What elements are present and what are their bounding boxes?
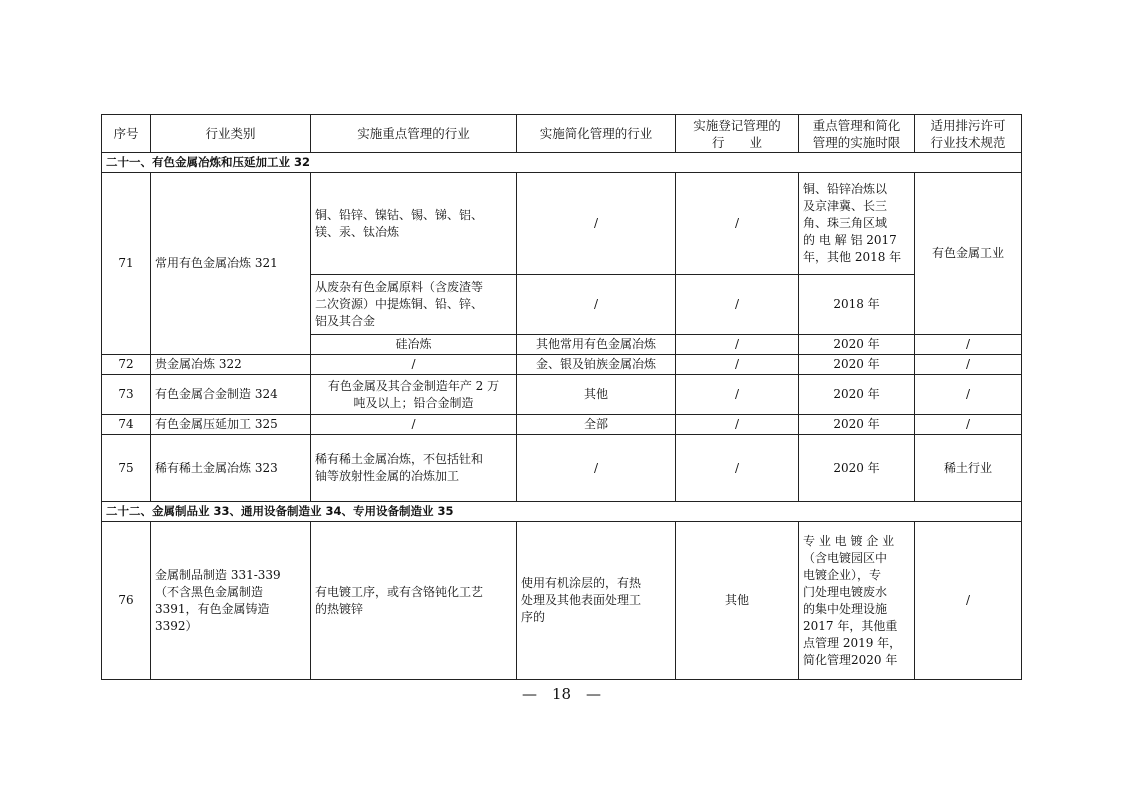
registration-management-cell: / [676,355,799,375]
header-category: 行业类别 [151,115,311,153]
key-management-cell: 从废杂有色金属原料（含废渣等 二次资源）中提炼铜、铅、锌、 铝及其合金 [311,275,517,335]
registration-management-cell: / [676,275,799,335]
industry-category: 贵金属冶炼 322 [151,355,311,375]
implementation-time-cell: 2020 年 [799,435,915,502]
registration-management-cell: / [676,335,799,355]
row-number: 76 [102,522,151,680]
key-management-cell: 铜、铅锌、镍钴、锡、锑、铝、 镁、汞、钛冶炼 [311,173,517,275]
table-row [102,435,1022,502]
simplified-management-cell: 其他常用有色金属冶炼 [517,335,676,355]
header-registration-management: 实施登记管理的 行 业 [676,115,799,153]
header-key-management: 实施重点管理的行业 [311,115,517,153]
key-management-cell: 稀有稀土金属冶炼，不包括钍和 铀等放射性金属的冶炼加工 [311,435,517,502]
registration-management-cell: 其他 [676,522,799,680]
technical-specification-cell: / [915,375,1022,415]
technical-specification-cell: 稀土行业 [915,435,1022,502]
implementation-time-cell: 2020 年 [799,335,915,355]
implementation-time-cell: 2018 年 [799,275,915,335]
row-number: 73 [102,375,151,415]
technical-specification-cell: / [915,355,1022,375]
registration-management-cell: / [676,375,799,415]
industry-category: 有色金属合金制造 324 [151,375,311,415]
row-number: 71 [102,173,151,355]
key-management-cell: / [311,415,517,435]
technical-specification-cell: / [915,415,1022,435]
registration-management-cell: / [676,435,799,502]
implementation-time-cell: 2020 年 [799,375,915,415]
implementation-time-cell: 铜、铅锌冶炼以 及京津冀、长三 角、珠三角区域 的 电 解 铝 2017 年，其他 2018 年 [799,173,915,275]
registration-management-cell: / [676,173,799,275]
implementation-time-cell: 2020 年 [799,415,915,435]
key-management-cell: 有色金属及其合金制造年产 2 万 吨及以上；铅合金制造 [311,375,517,415]
simplified-management-cell: 全部 [517,415,676,435]
section-row-21 [102,153,1022,173]
section-title: 二十一、有色金属冶炼和压延加工业 32 [102,153,1022,173]
table-row [102,375,1022,415]
row-number: 72 [102,355,151,375]
industry-category: 稀有稀土金属冶炼 323 [151,435,311,502]
table-row [102,522,1022,680]
section-row-22 [102,502,1022,522]
simplified-management-cell: 使用有机涂层的，有热 处理及其他表面处理工 序的 [517,522,676,680]
simplified-management-cell: / [517,435,676,502]
technical-specification-cell: / [915,522,1022,680]
key-management-cell: 有电镀工序，或有含铬钝化工艺 的热镀锌 [311,522,517,680]
simplified-management-cell: 其他 [517,375,676,415]
implementation-time-cell: 2020 年 [799,355,915,375]
page-number: — 18 — [521,685,602,703]
header-technical-specification: 适用排污许可 行业技术规范 [915,115,1022,153]
table-row [102,173,1022,275]
row-number: 75 [102,435,151,502]
table-row [102,415,1022,435]
industry-category: 有色金属压延加工 325 [151,415,311,435]
industry-category: 常用有色金属冶炼 321 [151,173,311,355]
key-management-cell: / [311,355,517,375]
registration-management-cell: / [676,415,799,435]
section-title: 二十二、金属制品业 33、通用设备制造业 34、专用设备制造业 35 [102,502,1022,522]
industry-classification-table [101,114,1022,680]
row-number: 74 [102,415,151,435]
simplified-management-cell: / [517,173,676,275]
header-seq: 序号 [102,115,151,153]
technical-specification-cell: 有色金属工业 [915,173,1022,335]
table-row [102,355,1022,375]
simplified-management-cell: / [517,275,676,335]
technical-specification-cell: / [915,335,1022,355]
header-simplified-management: 实施简化管理的行业 [517,115,676,153]
simplified-management-cell: 金、银及铂族金属冶炼 [517,355,676,375]
table-header-row [102,115,1022,153]
key-management-cell: 硅冶炼 [311,335,517,355]
implementation-time-cell: 专 业 电 镀 企 业 （含电镀园区中 电镀企业），专 门处理电镀废水 的集中处理设施 2017 年，其他重 点管理 2019 年， 简化管理2020 年 [799,522,915,680]
industry-category: 金属制品制造 331-339 （不含黑色金属制造 3391，有色金属铸造 3392） [151,522,311,680]
header-implementation-time: 重点管理和简化 管理的实施时限 [799,115,915,153]
